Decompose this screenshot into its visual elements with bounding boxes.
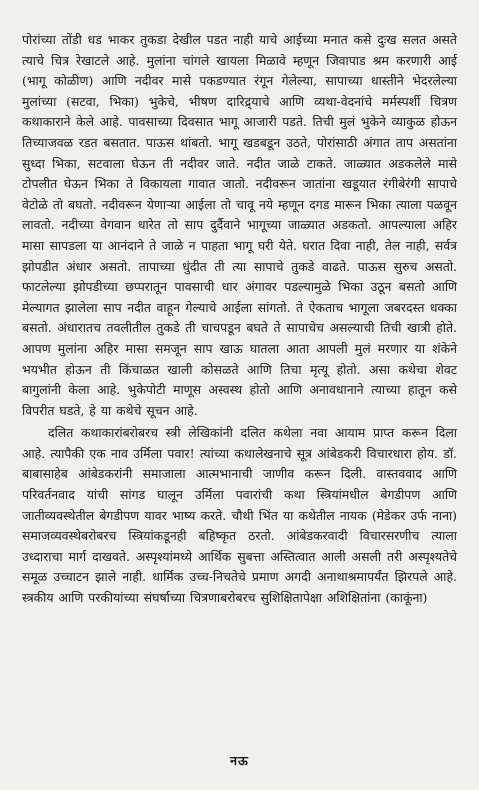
page-number: नऊ <box>230 753 249 768</box>
body-paragraph-2: दलित कथाकारांबरोबरच स्त्री लेखिकांनी दलित कथेला नवा आयाम प्राप्त करून दिला आहे. त्यापैकी एक नाव उर्मिला पवार! त्यांच्या कथालेखनाचे सूत्र आंबेडकरी विचारधारा होय. डॉ. बाबासाहेब आंबेडकरांनी समाजाला आत्मभानाची जाणीव करून दिली. वास्तववाद आणि परिवर्तनवाद यांची सांगड घालून उर्मिला पवारांची कथा स्त्रियांमधील बेगडीपण आणि जातीव्यवस्थेतील बेगडीपण यावर भाष्य करते. चौथी भिंत या कथेतील नायक (मेडेकर उर्फ नाना) समाजव्यवस्थेबरोबरच स्त्रियांकडूनही बहिष्कृत ठरतो. आंबेडकरवादी विचारसरणीच त्याला उध्दाराचा मार्ग दाखवते. अस्पृश्यांमध्ये आर्थिक सुबत्ता अस्तित्वात आली असली तरी अस्पृश्यतेचे समूळ उच्चाटन झाले नाही. धार्मिक उच्च-निचतेचे प्रमाण अगदी अनाथाश्रमापर्यंत झिरपले आहे. स्त्रकीय आणि परकीयांच्या संघर्षाच्या चित्रणाबरोबरच सुशिक्षितापेक्षा अशिक्षितांना (काकूंना) <box>22 425 457 606</box>
body-paragraph-1: पोरांच्या तोंडी धड भाकर तुकडा देखील पडत नाही याचे आईच्या मनात कसे दुःख सलत असते त्याचे चित्र रेखाटले आहे. मुलांना चांगले खायला मिळावे म्हणून जिवापाड श्रम करणारी आई (भागू कोळीण) आणि नदीवर मासे पकडण्यात रंगून गेलेल्या, सापाच्या धास्तीने भेदरलेल्या मुलांच्या (सटवा, भिका) भुकेचे, भीषण दारिद्र्याचे आणि व्यथा-वेदनांचे मर्मस्पर्शी चित्रण कथाकाराने केले आहे. पावसाच्या दिवसात भागू आजारी पडते. तिची मुलं भुकेने व्याकुळ होऊन तिच्याजवळ रडत बसतात. पाऊस थांबतो. भागू खडबडून उठते, पोरांसाठी अंगात ताप असतांना सुध्दा भिका, सटवाला घेऊन ती नदीवर जाते. नदीत जाळे टाकते. जाळ्यात अडकलेले मासे टोपलीत घेऊन भिका ते विकायला गावात जातो. नदीवरून जातांना खडूयात रंगीबेरंगी सापाचे वेटोळे तो बघतो. नदीवरून येणाऱ्या आईला तो चावू नये म्हणून दगड मारून भिका त्याला पळवून लावतो. नदीच्या वेगवान धारेत तो साप दुर्दैवाने भागूच्या जाळ्यात अडकतो. आपल्याला अहिर मासा सापडला या आनंदाने ते जाळे न पाहता भागू घरी येते. घरात दिवा नाही, तेल नाही, सर्वत्र झोपडीत अंधार असतो. तापाच्या धुंदीत ती त्या सापाचे तुकडे वाढते. पाऊस सुरुच असतो. फाटलेल्या झोपडीच्या छप्परातून पावसाची धार अंगावर पडल्यामुळे भिका उठून बसतो आणि मेल्यागत झालेला साप नदीत वाहून गेल्याचे आईला सांगतो. ते ऐकताच भागूला जबरदस्त धक्का बसतो. अंधारातच तवलीतील तुकडे ती चाचपडून बघते ते सापाचेच असल्याची तिची खात्री होते. आपण मुलांना अहिर मासा समजून साप खाऊ घातला आता आपली मुलं मरणार या शंकेने भयभीत होऊन ती किंचाळत खाली कोसळते आणि तिचा मृत्यू होतो. असा कथेचा शेवट बागुलांनी केला आहे. भुकेपोटी माणूस अस्वस्थ होतो आणि अनावधानाने त्याच्या हातून कसे विपरीत घडते, हे या कथेचे सूचन आहे. <box>22 32 457 418</box>
